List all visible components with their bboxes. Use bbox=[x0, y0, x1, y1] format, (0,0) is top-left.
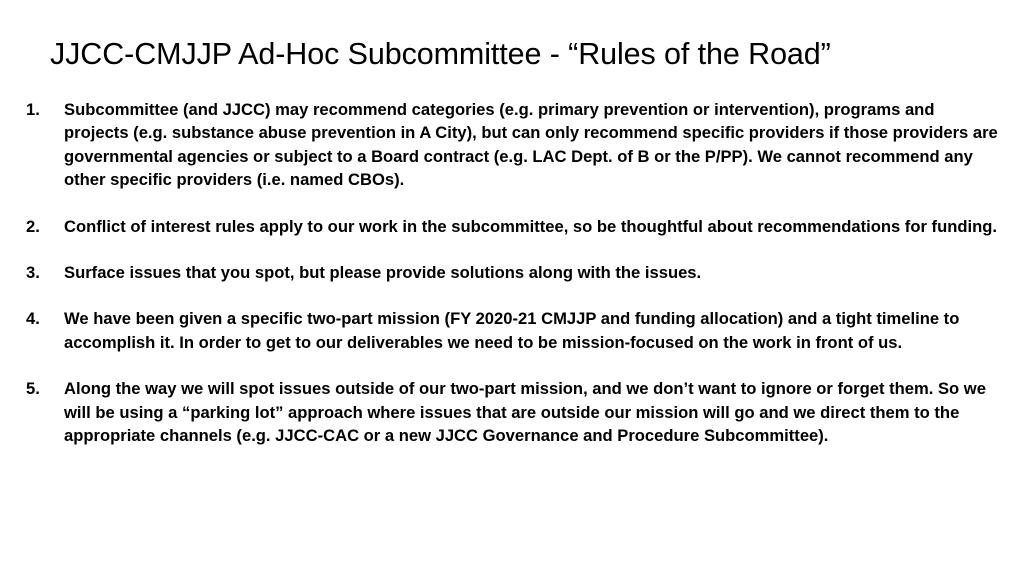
list-item bbox=[26, 215, 1001, 238]
list-item-number: 4. bbox=[26, 309, 40, 329]
list-item bbox=[26, 98, 1001, 192]
list-item-number: 3. bbox=[26, 263, 40, 283]
list-item-text: Subcommittee (and JJCC) may recommend categories (e.g. primary prevention or intervention), programs and projects (e.g. substance abuse prevention in A City), but can only recommend specific providers if those providers are governmental agencies or subject to a Board contract (e.g. LAC Dept. of B or the P/PP). We cannot recommend any other specific providers (i.e. named CBOs). bbox=[64, 100, 998, 190]
list-item-number: 5. bbox=[26, 379, 40, 399]
list-item bbox=[26, 307, 1001, 354]
list-item-text: We have been given a specific two-part mission (FY 2020-21 CMJJP and funding allocation) and a tight timeline to accomplish it. In order to get to our deliverables we need to be mission-focused on the work in front of us. bbox=[64, 309, 960, 352]
list-item bbox=[26, 377, 1001, 447]
list-item-number: 2. bbox=[26, 216, 40, 236]
list-item bbox=[26, 261, 1001, 284]
list-item-text: Conflict of interest rules apply to our work in the subcommittee, so be thoughtful about recommendations for funding. bbox=[64, 216, 997, 236]
list-item-text: Along the way we will spot issues outside of our two-part mission, and we don’t want to ignore or forget them. So we will be using a “parking lot” approach where issues that are outside our mission will go and we direct them to the appropriate channels (e.g. JJCC-CAC or a new JJCC Governance and Procedure Subcommittee). bbox=[64, 379, 986, 446]
list-item-text: Surface issues that you spot, but please provide solutions along with the issues. bbox=[64, 263, 702, 283]
list-item-number: 1. bbox=[26, 100, 40, 119]
slide-title: JJCC-CMJJP Ad-Hoc Subcommittee - “Rules of the Road” bbox=[50, 37, 831, 71]
rules-list bbox=[26, 98, 1001, 470]
